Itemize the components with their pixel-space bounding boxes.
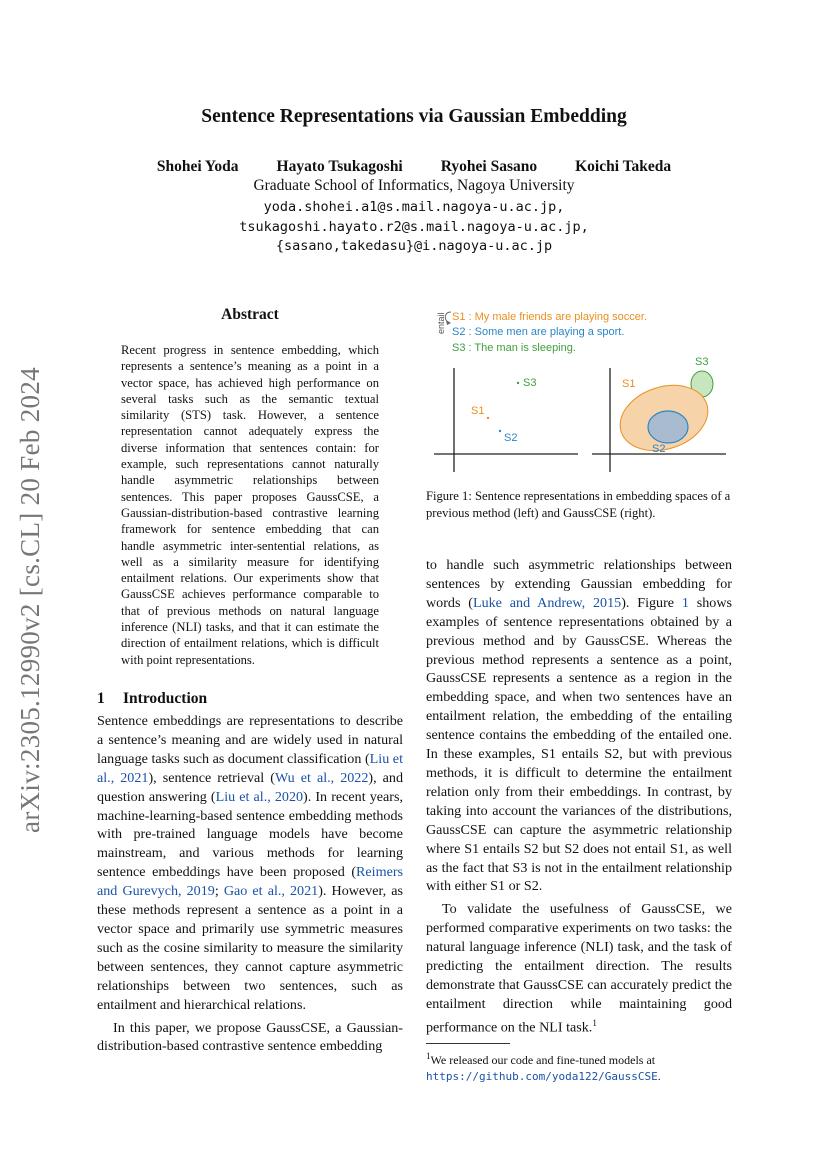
figure-1 (426, 306, 732, 481)
email-line: tsukagoshi.hayato.r2@s.mail.nagoya-u.ac.jp, (239, 219, 589, 235)
section-heading (97, 690, 207, 708)
s2-region (648, 411, 688, 443)
intro-column-left (97, 712, 403, 1056)
email-line: {sasano,takedasu}@i.nagoya-u.ac.jp (275, 238, 553, 254)
footnote: $^1$We released our code and fine-tuned models at https://github.com/yoda122/GaussCSE. (426, 1051, 661, 1083)
legend-s3: S3 : The man is sleeping. (452, 342, 576, 354)
author-list (0, 158, 828, 176)
citation-link[interactable]: Reimers and Gurevych, 2019 (97, 864, 403, 900)
arrowhead-icon (446, 320, 451, 325)
abstract-heading: Abstract (221, 306, 279, 323)
arxiv-identifier: arXiv:2305.12990v2 [cs.CL] 20 Feb 2024 (15, 367, 45, 833)
email-line: yoda.shohei.a1@s.mail.nagoya-u.ac.jp, (263, 199, 565, 215)
citation-link[interactable]: Liu et al., 2021 (97, 750, 403, 786)
abstract-text: Recent progress in sentence embedding, which represents a sentence’s meaning as a point in a vector space, has achieved high performance on several tasks such as the semantic textual similarity (STS) task. However, a sentence representation cannot adequately express the diverse information that sentences contain: for example, such representations cannot naturally handle asymmetric relationships between sentences. This paper proposes GaussCSE, a Gaussian-distribution-based contrastive learning framework for sentence embedding that can handle asymmetric inter-sentential relations, as well as a similarity measure for identifying entailment relations. Our experiments show that GaussCSE achieves performance comparable to that of previous methods on natural language inference (NLI) tasks, and that it can estimate the direction of entailment relations, which is difficult with point representations. (121, 343, 379, 667)
author-name: Hayato Tsukagoshi (276, 158, 403, 175)
citation-link[interactable]: Gao et al., 2021 (223, 883, 319, 900)
section-title: Introduction (123, 690, 208, 707)
intro-paragraph: Sentence embeddings are representations to describe a sentence’s meaning and are widely used in natural language tasks such as document classification (Liu et al., 2021), sentence retrieval (Wu et al., 2022), and question answering (Liu et al., 2020). In recent years, machine-learning-based sentence embedding methods with pre-trained language models have become mainstream, and various methods for learning sentence embeddings have been proposed (Reimers and Gurevych, 2019; Gao et al., 2021). However, as these methods represent a sentence as a point in a vector space and primarily use symmetric measures such as the cosine similarity to measure the similarity between sentences, they cannot capture asymmetric relationships between two sentences, such as entailment and hierarchical relations. (97, 713, 404, 1013)
section-number: 1 (97, 690, 105, 707)
s3-point (517, 382, 519, 384)
intro-paragraph: In this paper, we propose GaussCSE, a Gaussian-distribution-based contrastive sentence embedding (97, 1019, 403, 1055)
author-name: Ryohei Sasano (440, 158, 538, 175)
paper-title: Sentence Representations via Gaussian Embedding (201, 106, 627, 127)
author-name: Koichi Takeda (575, 158, 672, 175)
footnote-url-link[interactable]: https://github.com/yoda122/GaussCSE (426, 1069, 658, 1083)
s2-label: S2 (504, 432, 518, 444)
intro-paragraph: to handle such asymmetric relationships between sentences by extending Gaussian embedding for words (Luke and Andrew, 2015). Figure 1 shows examples of sentence representations obtained by a previous method and by GaussCSE. Whereas the previous method represents a sentence as a point, GaussCSE represents a sentence as a region in the embedding space, and when two sentences have an entailment relation, the embedding of the entailing sentence contains the embedding of the entailed one. In these examples, S1 entails S2, but with previous methods, it is difficult to determine the entailment relation only from their embeddings. In contrast, by taking into account the variances of the distributions, GaussCSE can capture the asymmetric relationship where S1 entails S2 but S2 does not entail S1, as well as the fact that S3 is not in the entailment relationship with either S1 or S2. (426, 557, 733, 895)
figure-caption: Figure 1: Sentence representations in embedding spaces of a previous method (left) and GaussCSE (right). (426, 489, 731, 520)
author-name: Shohei Yoda (156, 158, 239, 175)
entail-label: entail (436, 312, 446, 334)
footnote-marker: 1 (592, 1017, 597, 1028)
intro-column-right (426, 556, 732, 1037)
s3-label: S3 (523, 377, 537, 389)
s1-point (487, 417, 489, 419)
figure-ref-link[interactable]: 1 (681, 594, 689, 611)
citation-link[interactable]: Luke and Andrew, 2015 (472, 594, 622, 611)
footnote-divider (426, 1043, 510, 1044)
s1-region-label: S1 (622, 378, 636, 390)
citation-link[interactable]: Wu et al., 2022 (274, 769, 369, 786)
s3-region-label: S3 (695, 356, 709, 368)
s2-region-label: S2 (652, 443, 666, 455)
legend-s2: S2 : Some men are playing a sport. (452, 326, 625, 338)
affiliation: Graduate School of Informatics, Nagoya University (253, 177, 575, 194)
legend-s1: S1 : My male friends are playing soccer. (452, 311, 648, 323)
footnote-number: 1 (426, 1051, 431, 1061)
intro-paragraph: To validate the usefulness of GaussCSE, we performed comparative experiments on two tasks: the natural language inference (NLI) task, and the task of predicting the entailment direction. The results demonstrate that GaussCSE can accurately predict the entailment direction while maintaining good performance on the NLI task.$^1$ (426, 901, 732, 1036)
s1-label: S1 (471, 405, 485, 417)
citation-link[interactable]: Liu et al., 2020 (215, 788, 304, 805)
s2-point (499, 430, 501, 432)
